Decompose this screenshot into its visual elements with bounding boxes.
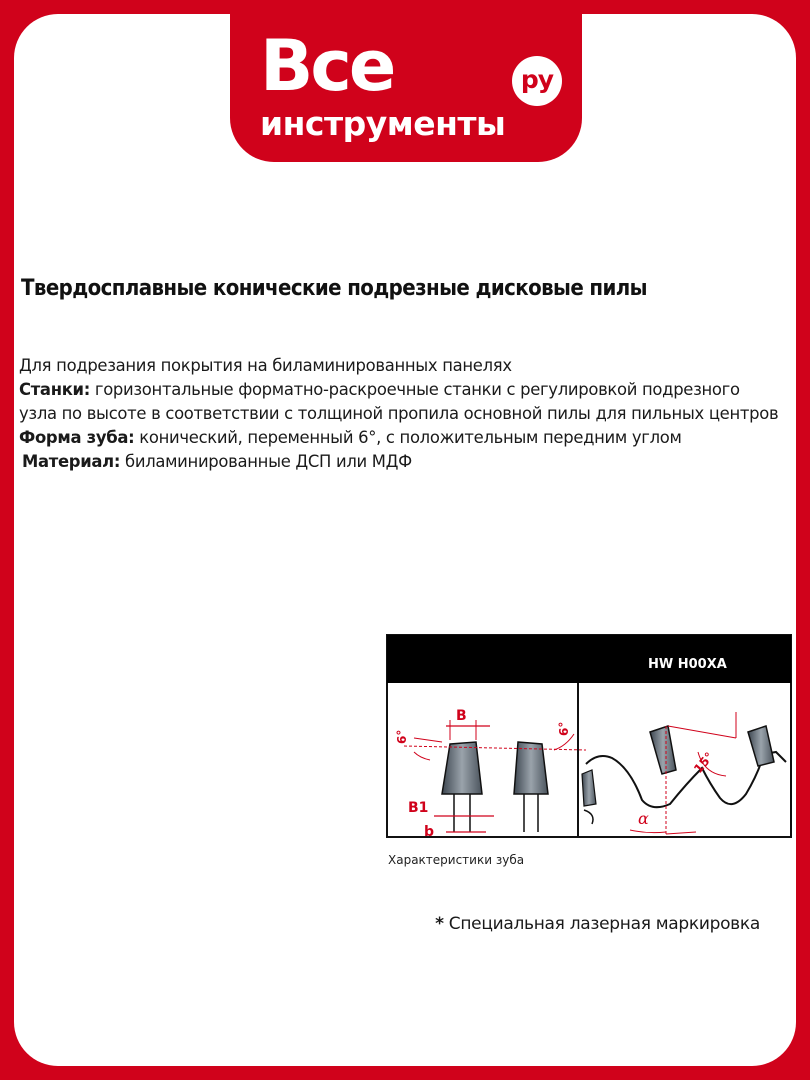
note-asterisk: *: [435, 914, 444, 934]
logo-word-instrumenty: инструменты: [260, 104, 506, 143]
dimension-B-label: B: [456, 708, 467, 724]
brand-logo[interactable]: [230, 14, 582, 162]
tooth-paragraph: [19, 426, 779, 450]
note-text: Специальная лазерная маркировка: [443, 914, 760, 934]
material-text: биламинированные ДСП или МДФ: [120, 452, 412, 471]
machines-label: Станки:: [19, 380, 90, 399]
tooth-right: [514, 742, 548, 794]
purpose-text: Для подрезания покрытия на биламинированных панелях: [19, 356, 512, 375]
diagram-caption: Характеристики зуба: [388, 853, 525, 867]
tooth-text: конический, переменный 6°, с положительным передним углом: [134, 428, 682, 447]
product-title: Твердосплавные конические подрезные дисковые пилы: [21, 276, 647, 301]
machines-text: горизонтальные форматно-раскроечные станки с регулировкой подрезного узла по высоте в соответствии с толщиной пропила основной пилы для пильных центров: [19, 380, 779, 423]
tooth-label: Форма зуба:: [19, 428, 135, 447]
machines-paragraph: [19, 378, 779, 426]
material-label: Материал:: [22, 452, 121, 471]
dimension-b-label: b: [424, 824, 435, 840]
tooth-diagram: [386, 634, 792, 840]
logo-ru-badge: ру: [512, 56, 562, 106]
angle-15-label: 15°: [691, 749, 717, 776]
logo-word-vse: Все: [260, 25, 394, 107]
diagram-code-label: HW H00XA: [648, 657, 727, 672]
product-card: [14, 14, 796, 1066]
angle-right-label: 6°: [557, 721, 571, 736]
material-paragraph: [19, 450, 779, 474]
angle-left-label: 6°: [395, 729, 409, 744]
angle-alpha-label: α: [638, 809, 649, 828]
dimension-B1-label: B1: [408, 800, 429, 816]
laser-marking-note: [435, 912, 760, 936]
diagram-header-band: [387, 635, 791, 683]
product-description: [19, 354, 779, 474]
